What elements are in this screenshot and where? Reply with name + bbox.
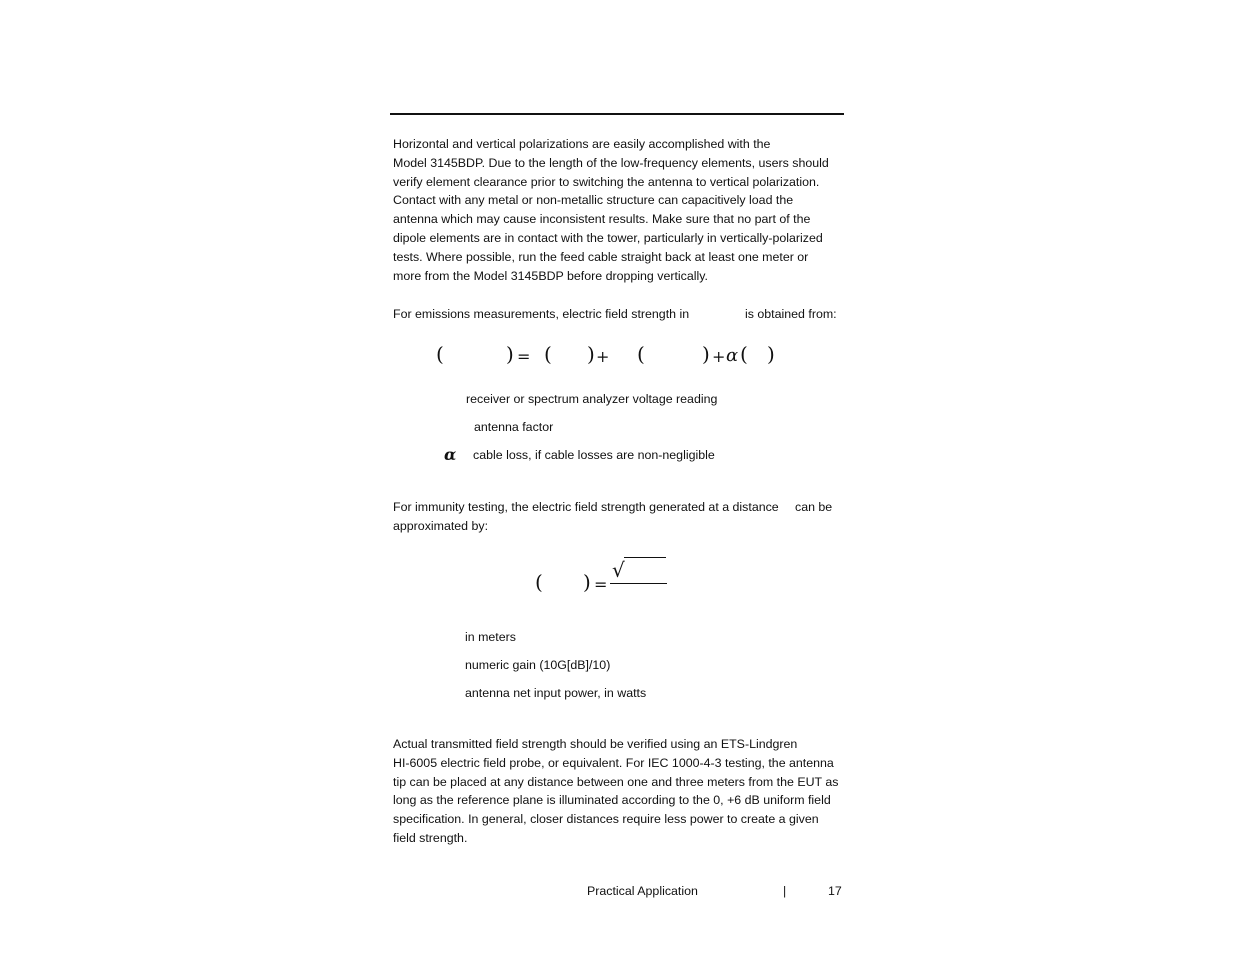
footer-section-title: Practical Application bbox=[587, 884, 698, 898]
eq1-lparen: ( bbox=[740, 342, 748, 366]
paragraph-line: Actual transmitted field strength should be verified using an ETS-Lindgren bbox=[393, 737, 798, 751]
eq1-lparen: ( bbox=[637, 342, 645, 366]
paragraph-line: verify element clearance prior to switching the antenna to vertical polarization. bbox=[393, 174, 820, 189]
eq1-rparen: ) bbox=[587, 342, 595, 366]
paragraph-line: field strength. bbox=[393, 830, 468, 845]
eq2-equals: = bbox=[594, 575, 608, 594]
paragraph-line: tip can be placed at any distance between one and three meters from the EUT as bbox=[393, 774, 839, 789]
eq1-alpha: α bbox=[726, 345, 739, 366]
paragraph-line: dipole elements are in contact with the tower, particularly in vertically-polarized bbox=[393, 230, 823, 245]
emissions-lead-text: For emissions measurements, electric field strength in bbox=[393, 307, 690, 321]
header-rule bbox=[390, 113, 844, 115]
definition-numeric-gain: numeric gain (10G[dB]/10) bbox=[465, 658, 611, 672]
eq1-lparen: ( bbox=[436, 342, 444, 366]
emissions-equation bbox=[0, 342, 1235, 368]
paragraph-line: Horizontal and vertical polarizations are easily accomplished with the bbox=[393, 137, 771, 151]
definition-voltage-reading: receiver or spectrum analyzer voltage reading bbox=[466, 392, 718, 406]
paragraph-line: Model 3145BDP. Due to the length of the low-frequency elements, users should bbox=[393, 155, 829, 170]
eq1-lparen: ( bbox=[544, 342, 552, 366]
eq1-plus: + bbox=[712, 347, 726, 366]
definition-input-power: antenna net input power, in watts bbox=[465, 686, 647, 700]
footer-page-number: 17 bbox=[828, 884, 842, 898]
paragraph-line: specification. In general, closer distances require less power to create a given bbox=[393, 812, 819, 827]
paragraph-line: HI-6005 electric field probe, or equivalent. For IEC 1000-4-3 testing, the antenna bbox=[393, 755, 834, 770]
paragraph-line: antenna which may cause inconsistent results. Make sure that no part of the bbox=[393, 212, 811, 227]
paragraph-line: approximated by: bbox=[393, 518, 489, 533]
paragraph-immunity bbox=[393, 498, 843, 536]
paragraph-line: Contact with any metal or non-metallic structure can capacitively load the bbox=[393, 193, 794, 208]
footer-separator: | bbox=[783, 884, 787, 898]
eq2-rparen: ) bbox=[583, 570, 591, 594]
definition-antenna-factor: antenna factor bbox=[474, 420, 554, 434]
definition-alpha-symbol: α bbox=[444, 445, 457, 464]
emissions-lead-tail: is obtained from: bbox=[745, 307, 837, 321]
eq1-equals: = bbox=[517, 347, 531, 366]
paragraph-line: For immunity testing, the electric field strength generated at a distance bbox=[393, 500, 779, 514]
paragraph-line: tests. Where possible, run the feed cable straight back at least one meter or bbox=[393, 249, 809, 264]
sqrt-vinculum bbox=[624, 557, 666, 558]
immunity-lead-tail: can be bbox=[795, 500, 833, 514]
definition-cable-loss: cable loss, if cable losses are non-negligible bbox=[473, 448, 715, 462]
paragraph-line: long as the reference plane is illuminated according to the 0, +6 dB uniform field bbox=[393, 793, 831, 808]
paragraph-polarization bbox=[393, 135, 843, 285]
square-root-icon: √ bbox=[612, 558, 625, 582]
paragraph-line: more from the Model 3145BDP before dropping vertically. bbox=[393, 268, 708, 283]
definition-distance: in meters bbox=[465, 630, 516, 644]
eq1-plus: + bbox=[596, 347, 610, 366]
eq1-rparen: ) bbox=[767, 342, 775, 366]
eq1-rparen: ) bbox=[506, 342, 514, 366]
eq2-lparen: ( bbox=[535, 570, 543, 594]
paragraph-field-verification bbox=[393, 735, 843, 848]
eq1-rparen: ) bbox=[702, 342, 710, 366]
fraction-bar bbox=[610, 583, 667, 584]
